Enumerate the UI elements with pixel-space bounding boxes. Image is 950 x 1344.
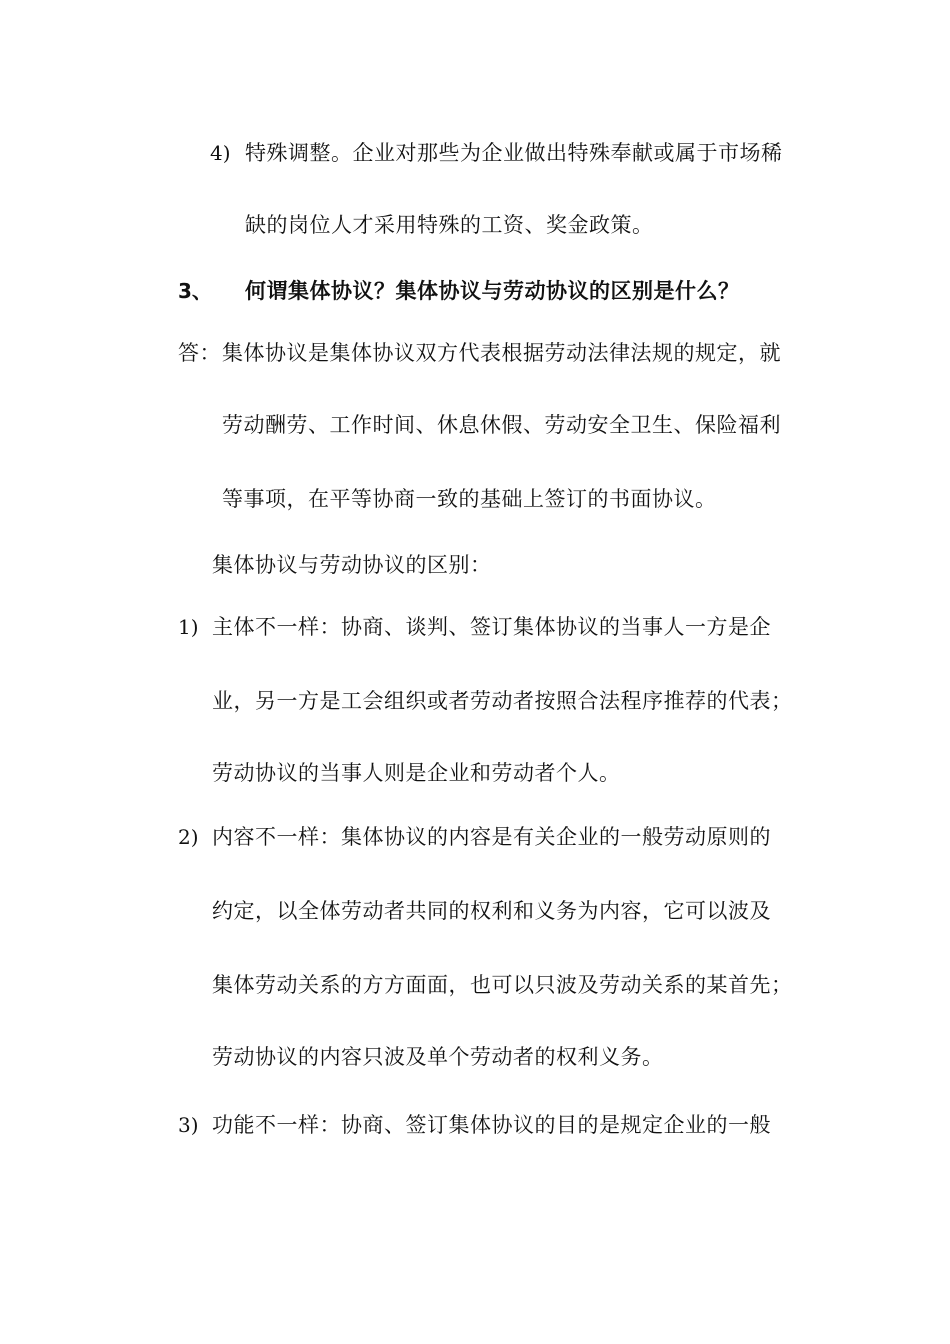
difference-3-number: 3) — [178, 1113, 199, 1137]
answer-prefix: 答： — [178, 341, 221, 365]
question-3-number: 3、 — [178, 279, 212, 303]
difference-2-line-2: 约定，以全体劳动者共同的权利和义务为内容，它可以波及 — [212, 899, 771, 923]
question-3-heading: 何谓集体协议？集体协议与劳动协议的区别是什么？ — [245, 279, 740, 303]
difference-1-line-2: 业，另一方是工会组织或者劳动者按照合法程序推荐的代表； — [212, 689, 793, 713]
answer-line-1: 集体协议是集体协议双方代表根据劳动法律法规的规定，就 — [222, 341, 781, 365]
difference-1-number: 1) — [178, 615, 199, 639]
difference-2-line-1: 内容不一样：集体协议的内容是有关企业的一般劳动原则的 — [212, 825, 771, 849]
difference-2-line-4: 劳动协议的内容只波及单个劳动者的权利义务。 — [212, 1045, 664, 1069]
answer-line-3: 等事项，在平等协商一致的基础上签订的书面协议。 — [222, 487, 717, 511]
difference-3-line-1: 功能不一样：协商、签订集体协议的目的是规定企业的一般 — [212, 1113, 771, 1137]
differences-heading: 集体协议与劳动协议的区别： — [212, 553, 492, 577]
difference-2-line-3: 集体劳动关系的方方面面，也可以只波及劳动关系的某首先； — [212, 973, 793, 997]
difference-2-number: 2) — [178, 825, 199, 849]
difference-1-line-3: 劳动协议的当事人则是企业和劳动者个人。 — [212, 761, 621, 785]
answer-line-2: 劳动酬劳、工作时间、休息休假、劳动安全卫生、保险福利 — [222, 413, 781, 437]
item-4-number: 4) — [210, 141, 231, 165]
item-4-line-1: 特殊调整。企业对那些为企业做出特殊奉献或属于市场稀 — [245, 141, 783, 165]
item-4-line-2: 缺的岗位人才采用特殊的工资、奖金政策。 — [245, 213, 654, 237]
difference-1-line-1: 主体不一样：协商、谈判、签订集体协议的当事人一方是企 — [212, 615, 771, 639]
